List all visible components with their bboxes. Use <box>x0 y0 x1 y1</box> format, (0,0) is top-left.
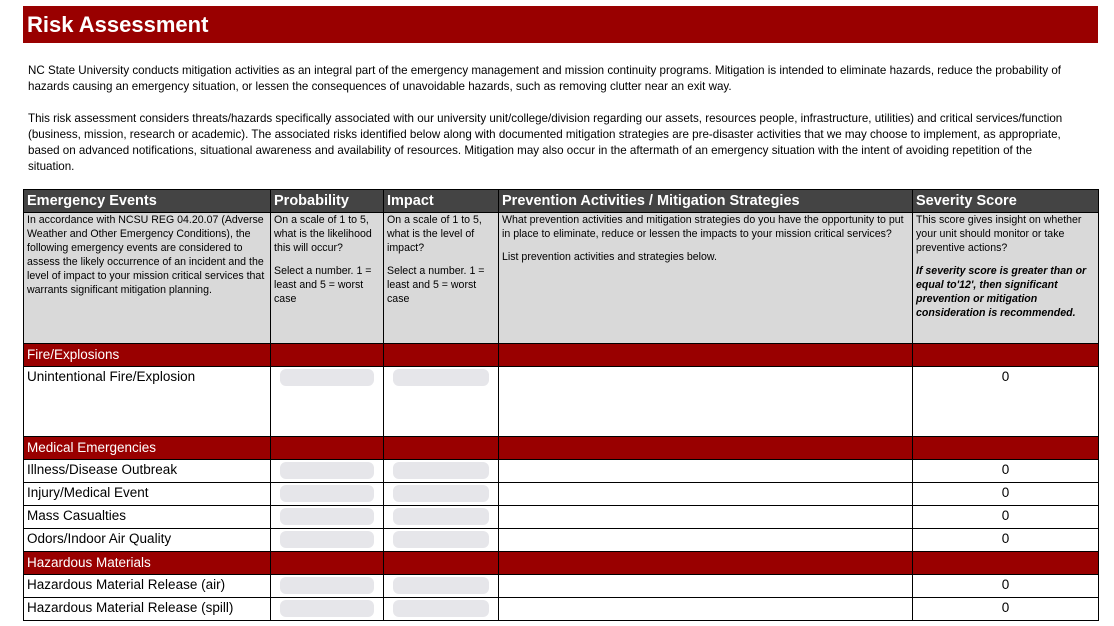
probability-dropdown[interactable] <box>280 508 374 525</box>
prevention-input[interactable] <box>499 367 913 437</box>
prevention-input[interactable] <box>499 575 913 598</box>
event-name: Illness/Disease Outbreak <box>24 460 271 483</box>
prevention-input[interactable] <box>499 460 913 483</box>
prevention-description-text: What prevention activities and mitigation strategies do you have the opportunity to put in place to eliminate, reduce or lessen the impacts to your mission critical services? <box>502 214 904 240</box>
impact-dropdown[interactable] <box>393 508 489 525</box>
category-row-medical <box>24 437 1099 460</box>
prevention-description <box>499 213 913 344</box>
impact-dropdown[interactable] <box>393 531 489 548</box>
severity-score: 0 <box>913 575 1099 598</box>
events-description-text: In accordance with NCSU REG 04.20.07 (Adverse Weather and Other Emergency Conditions), the following emergency events are considered to assess the likely occurrence of an incident and the level of impact to your mission critical services that warrants significant mitigation planning. <box>27 214 265 296</box>
table-row <box>24 506 1099 529</box>
impact-dropdown[interactable] <box>393 462 489 479</box>
table-row <box>24 575 1099 598</box>
impact-dropdown[interactable] <box>393 600 489 617</box>
severity-threshold-note: If severity score is greater than or equal to'12', then significant prevention or mitigation consideration is recommended. <box>916 265 1087 319</box>
severity-description-text: This score gives insight on whether your unit should monitor or take preventive actions? <box>916 214 1082 254</box>
header-probability: Probability <box>271 190 384 213</box>
probability-dropdown[interactable] <box>280 485 374 502</box>
prevention-instruction-text: List prevention activities and strategies below. <box>502 251 717 263</box>
prevention-input[interactable] <box>499 529 913 552</box>
event-name: Odors/Indoor Air Quality <box>24 529 271 552</box>
severity-score: 0 <box>913 598 1099 621</box>
severity-score: 0 <box>913 529 1099 552</box>
event-name: Mass Casualties <box>24 506 271 529</box>
header-impact: Impact <box>384 190 499 213</box>
impact-description <box>384 213 499 344</box>
prevention-input[interactable] <box>499 506 913 529</box>
page-title: Risk Assessment <box>23 6 1098 43</box>
probability-dropdown[interactable] <box>280 577 374 594</box>
probability-dropdown[interactable] <box>280 531 374 548</box>
probability-dropdown[interactable] <box>280 600 374 617</box>
severity-score: 0 <box>913 460 1099 483</box>
impact-dropdown[interactable] <box>393 485 489 502</box>
category-label: Fire/Explosions <box>24 344 271 367</box>
events-description <box>24 213 271 344</box>
severity-description <box>913 213 1099 344</box>
header-emergency-events: Emergency Events <box>24 190 271 213</box>
severity-score: 0 <box>913 367 1099 437</box>
table-row <box>24 367 1099 437</box>
probability-scale-text: Select a number. 1 = least and 5 = worst case <box>274 265 372 305</box>
probability-dropdown[interactable] <box>280 369 374 386</box>
impact-scale-text: Select a number. 1 = least and 5 = worst case <box>387 265 485 305</box>
table-row <box>24 529 1099 552</box>
event-name: Hazardous Material Release (air) <box>24 575 271 598</box>
event-name: Unintentional Fire/Explosion <box>24 367 271 437</box>
impact-dropdown[interactable] <box>393 369 489 386</box>
category-label: Hazardous Materials <box>24 552 271 575</box>
table-row <box>24 598 1099 621</box>
impact-dropdown[interactable] <box>393 577 489 594</box>
category-label: Medical Emergencies <box>24 437 271 460</box>
category-row-hazmat <box>24 552 1099 575</box>
header-prevention: Prevention Activities / Mitigation Strategies <box>499 190 913 213</box>
intro-paragraph-2: This risk assessment considers threats/hazards specifically associated with our university unit/college/division regarding our assets, resources people, infrastructure, utilities) and critical services/function (business, mission, research or academic). The associated risks identified below along with documented mitigation strategies are pre-disaster activities that we may choose to implement, as appropriate, based on advanced notifications, situational awareness and availability of resources. Mitigation may also occur in the aftermath of an emergency situation with the intent of avoiding repetition of the situation. <box>28 112 1063 173</box>
event-name: Hazardous Material Release (spill) <box>24 598 271 621</box>
probability-description-text: On a scale of 1 to 5, what is the likelihood this will occur? <box>274 214 372 254</box>
severity-score: 0 <box>913 506 1099 529</box>
probability-description <box>271 213 384 344</box>
table-row <box>24 483 1099 506</box>
category-row-fire <box>24 344 1099 367</box>
intro-paragraph-1: NC State University conducts mitigation activities as an integral part of the emergency management and mission continuity programs. Mitigation is intended to eliminate hazards, reduce the probability of hazards causing an emergency situation, or lessen the consequences of unavoidable hazards, such as removing clutter near an exit way. <box>28 64 1062 93</box>
impact-description-text: On a scale of 1 to 5, what is the level of impact? <box>387 214 482 254</box>
prevention-input[interactable] <box>499 598 913 621</box>
prevention-input[interactable] <box>499 483 913 506</box>
table-header-row <box>24 190 1099 213</box>
table-row <box>24 460 1099 483</box>
severity-score: 0 <box>913 483 1099 506</box>
header-severity-score: Severity Score <box>913 190 1099 213</box>
probability-dropdown[interactable] <box>280 462 374 479</box>
description-row <box>24 213 1099 344</box>
risk-assessment-table <box>23 189 1099 621</box>
event-name: Injury/Medical Event <box>24 483 271 506</box>
